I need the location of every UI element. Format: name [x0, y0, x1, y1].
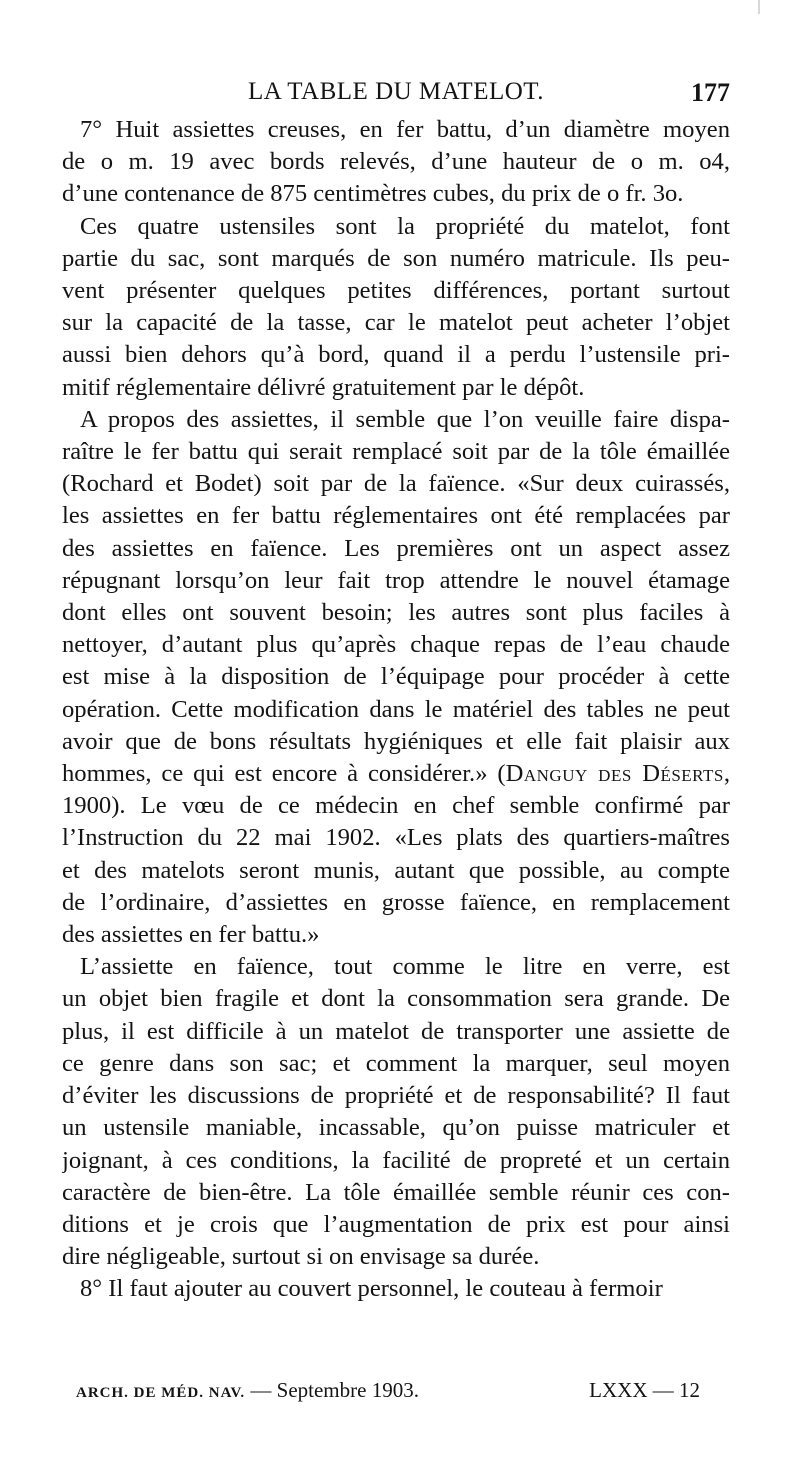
- footer-citation: [76, 1378, 419, 1403]
- text-line: de o m. 19 avec bords relevés, d’une hauteur de o m. o4,: [62, 148, 730, 176]
- text-line: d’une contenance de 875 centimètres cubes, du prix de o fr. 3o.: [62, 180, 684, 208]
- cited-author: Danguy des Déserts: [505, 760, 724, 788]
- text-line: avoir que de bons résultats hygiéniques et elle fait plaisir aux: [62, 727, 730, 755]
- text-line: un objet bien fragile et dont la consommation sera grande. De: [62, 985, 730, 1013]
- text-line: répugnant lorsqu’on leur fait trop attendre le nouvel étamage: [62, 566, 730, 594]
- paragraph: [62, 404, 730, 951]
- text-line: plus, il est difficile à un matelot de transporter une assiette de: [62, 1017, 730, 1045]
- text-line: ce genre dans son sac; et comment la marquer, seul moyen: [62, 1049, 730, 1077]
- text-line: 7° Huit assiettes creuses, en fer battu, d’un diamètre moyen: [80, 116, 730, 143]
- text-line: joignant, à ces conditions, la facilité de propreté et un certain: [62, 1146, 730, 1174]
- running-title: LA TABLE DU MATELOT.: [248, 78, 544, 105]
- text-line: un ustensile maniable, incassable, qu’on puisse matriculer et: [62, 1114, 730, 1142]
- page-number: 177: [691, 78, 730, 107]
- paragraph: [62, 951, 730, 1273]
- paragraph: [62, 114, 730, 211]
- text-line: de l’ordinaire, d’assiettes en grosse faïence, en remplacement: [62, 888, 730, 916]
- text-line: raître le fer battu qui serait remplacé soit par de la tôle émaillée: [62, 438, 730, 466]
- journal-abbreviation: ARCH. DE MÉD. NAV.: [76, 1385, 246, 1401]
- page-footer: [76, 1378, 700, 1408]
- text-line: et des matelots seront munis, autant que possible, au compte: [62, 856, 730, 884]
- text-line: les assiettes en fer battu réglementaires ont été remplacées par: [62, 502, 730, 530]
- text-line: Ces quatre ustensiles sont la propriété du matelot, font: [80, 212, 730, 240]
- running-head: [62, 78, 730, 112]
- signature-mark: LXXX — 12: [589, 1378, 700, 1402]
- paragraph: [62, 211, 730, 404]
- text-line: opération. Cette modification dans le matériel des tables ne peut: [62, 695, 730, 723]
- text-line: sur la capacité de la tasse, car le matelot peut acheter l’objet: [62, 309, 730, 337]
- text-line: A propos des assiettes, il semble que l’on veuille faire dispa-: [80, 405, 730, 433]
- issue-date: — Septembre 1903.: [245, 1378, 419, 1402]
- text-line: dont elles ont souvent besoin; les autres sont plus faciles à: [62, 599, 730, 627]
- text-line: L’assiette en faïence, tout comme le litre en verre, est: [80, 953, 730, 981]
- text-line: 1900). Le vœu de ce médecin en chef semble confirmé par: [62, 792, 730, 820]
- text-line: aussi bien dehors qu’à bord, quand il a perdu l’ustensile pri-: [62, 341, 730, 369]
- text-line: est mise à la disposition de l’équipage pour procéder à cette: [62, 663, 730, 691]
- body-text: [62, 114, 730, 1306]
- text-line: l’Instruction du 22 mai 1902. «Les plats des quartiers-maîtres: [62, 824, 730, 852]
- text-line: 8° Il faut ajouter au couvert personnel, le couteau à fermoir: [80, 1275, 663, 1303]
- text-line: mitif réglementaire délivré gratuitement par le dépôt.: [62, 373, 585, 401]
- text-line: ditions et je crois que l’augmentation de prix est pour ainsi: [62, 1210, 730, 1238]
- text-line: d’éviter les discussions de propriété et de responsabilité? Il faut: [62, 1082, 730, 1110]
- text-line: nettoyer, d’autant plus qu’après chaque repas de l’eau chaude: [62, 631, 730, 659]
- text-line: (Rochard et Bodet) soit par de la faïence. «Sur deux cuirassés,: [62, 470, 730, 498]
- text-line: partie du sac, sont marqués de son numéro matricule. Ils peu-: [62, 244, 730, 272]
- text-line: des assiettes en faïence. Les premières ont un aspect assez: [62, 534, 730, 562]
- text-line: des assiettes en fer battu.»: [62, 921, 320, 949]
- scan-edge-mark: [758, 0, 760, 14]
- text-line: hommes, ce qui est encore à considérer.» (Danguy des Déserts,: [62, 760, 730, 788]
- text-line: caractère de bien-être. La tôle émaillée semble réunir ces con-: [62, 1178, 730, 1206]
- text-line: vent présenter quelques petites différences, portant surtout: [62, 277, 730, 305]
- text-line: dire négligeable, surtout si on envisage sa durée.: [62, 1243, 540, 1271]
- paragraph: [62, 1273, 730, 1305]
